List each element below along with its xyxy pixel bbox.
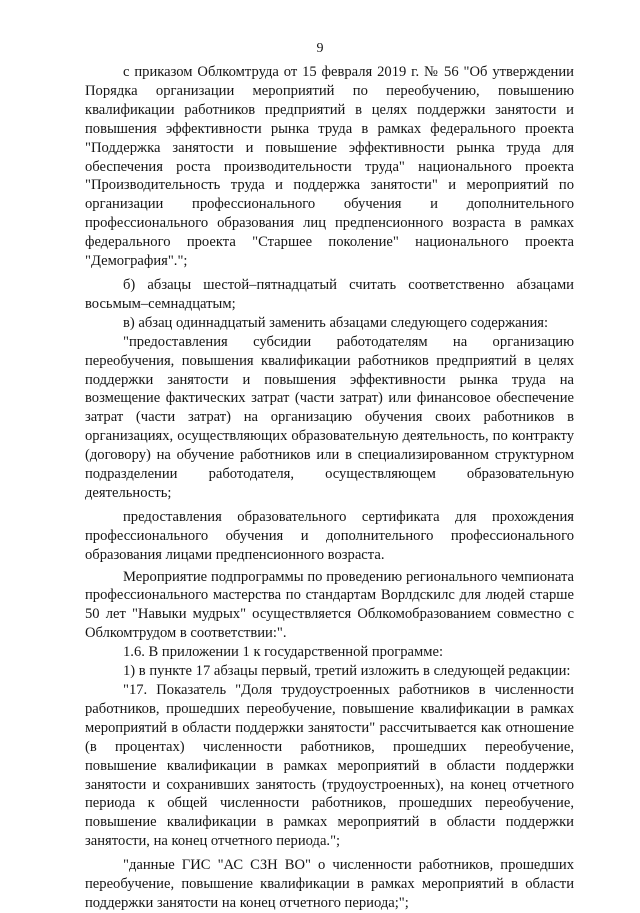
- document-body: [85, 63, 574, 913]
- paragraph-item-1: 1) в пункте 17 абзацы первый, третий изложить в следующей редакции:: [123, 663, 571, 680]
- paragraph-section-1-6: 1.6. В приложении 1 к государственной программе:: [123, 644, 444, 661]
- paragraph-championship: Мероприятие подпрограммы по проведению регионального чемпионата профессионального мастерства по стандартам Ворлдскилс для людей старше 50 лет "Навыки мудрых" осуществляется Облкомобразованием совместно с Облкомтрудом в соответствии:".: [85, 568, 574, 642]
- paragraph-gis-data: "данные ГИС "АС СЗН ВО" о численности работников, прошедших переобучение, повышение квалификации в рамках мероприятий в области поддержки занятости на конец отчетного периода;";: [85, 857, 574, 911]
- paragraph-certificate: предоставления образовательного сертификата для прохождения профессионального обучения и дополнительного профессионального образования лицами предпенсионного возраста.: [85, 508, 574, 563]
- paragraph-item-b: б) абзацы шестой–пятнадцатый считать соответственно абзацами восьмым–семнадцатым;: [85, 276, 574, 312]
- page-number: 9: [316, 41, 324, 56]
- paragraph-subsidy: "предоставления субсидии работодателям на организацию переобучения, повышения квалификации работников предприятий в целях поддержки занятости и повышения эффективности рынка труда на возмещение фактических затрат (части затрат) или финансовое обеспечение затрат (части затрат) на организацию обучения своих работников в организациях, осуществляющих образовательную деятельность, по контракту (договору) на обучение работников или в специализированном структурном подразделении работодателя, осуществляющем образовательную деятельность;: [85, 333, 574, 501]
- paragraph-item-v: в) абзац одиннадцатый заменить абзацами следующего содержания:: [123, 314, 549, 331]
- paragraph-indicator-17: "17. Показатель "Доля трудоустроенных работников в численности работников, прошедших переобучение, повышение квалификации в рамках мероприятий в области поддержки занятости" рассчитывается как отношение (в процентах) численности работников, прошедших переобучение, повышение квалификации в рамках мероприятий в области поддержки занятости и сохранивших занятость (трудоустроенных), на конец отчетного периода к общей численности работников, прошедших переобучение, повышение квалификации в рамках мероприятий в области поддержки занятости, на конец отчетного периода.";: [85, 682, 574, 850]
- paragraph-order-reference: с приказом Облкомтруда от 15 февраля 2019 г. № 56 "Об утверждении Порядка организации мероприятий по переобучению, повышению квалификации работников предприятий в целях поддержки занятости и повышения эффективности рынка труда в рамках федерального проекта "Поддержка занятости и повышение эффективности рынка труда для обеспечения роста производительности труда" национального проекта "Производительность труда и поддержка занятости" и мероприятий по организации профессионального обучения и дополнительного профессионального образования лиц предпенсионного возраста в рамках федерального проекта "Старшее поколение" национального проекта "Демография".";: [85, 64, 574, 270]
